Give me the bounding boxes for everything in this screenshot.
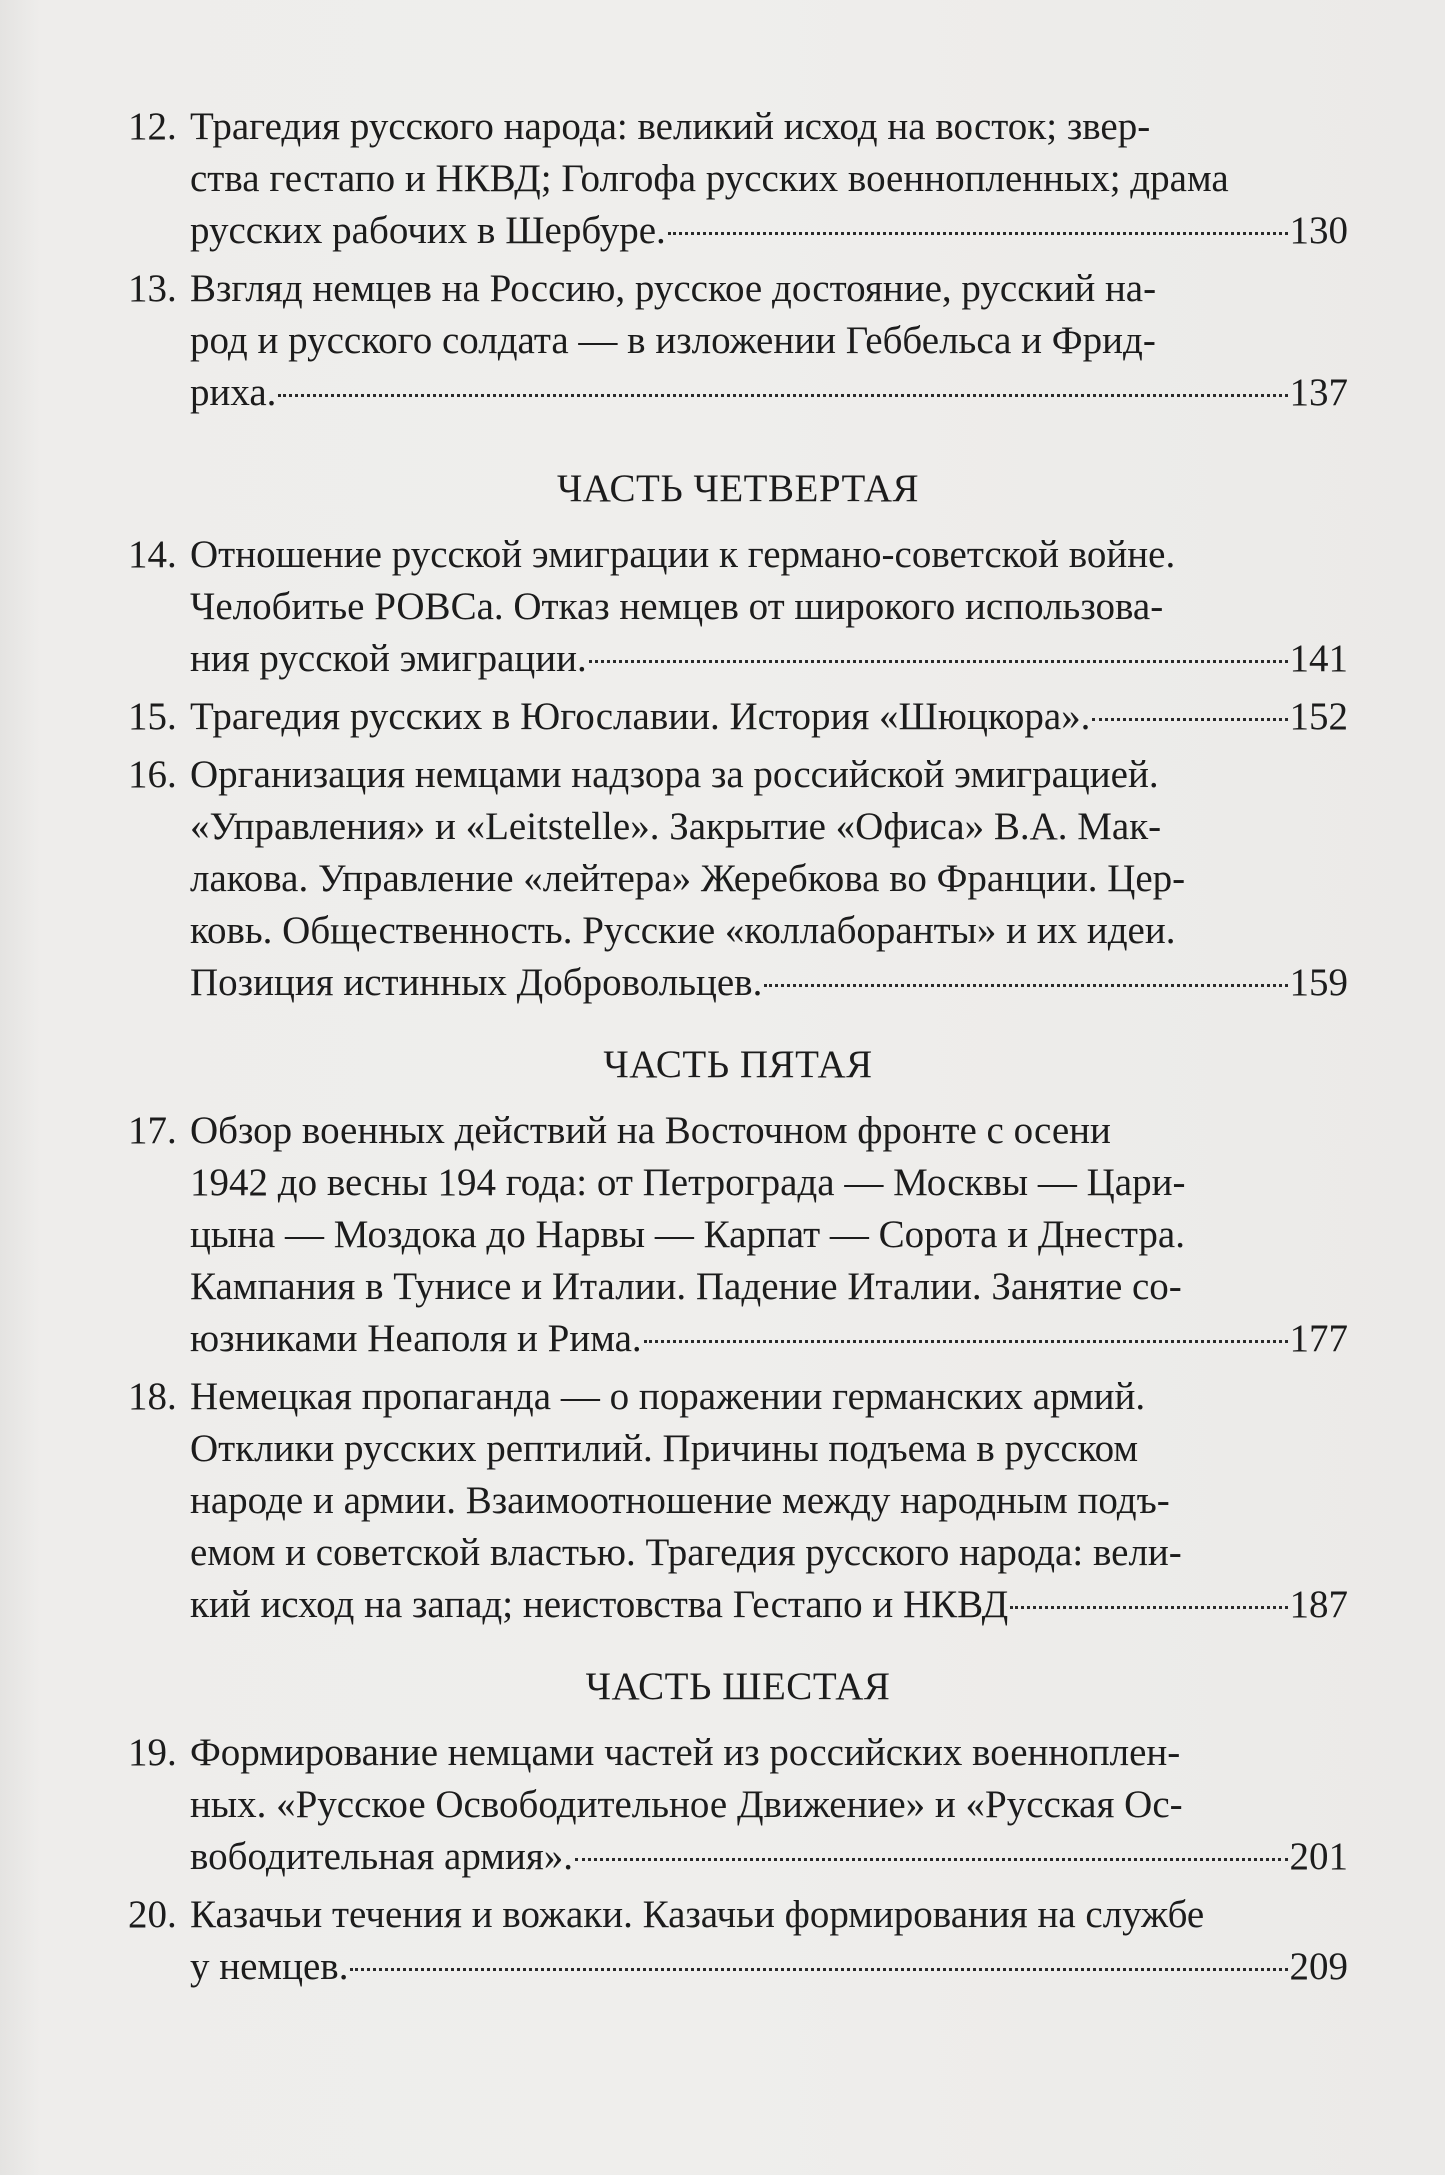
toc-entry-line: Отношение русской эмиграции к германо-советской войне. <box>190 533 1176 576</box>
toc-entry-number: 16. <box>128 753 177 796</box>
toc-entry-line: Челобитье РОВСа. Отказ немцев от широкого использова- <box>190 585 1164 628</box>
toc-entry-last-text: у немцев. <box>190 1945 349 1988</box>
toc-entry-line: 1942 до весны 194 года: от Петрограда — Москвы — Цари- <box>190 1161 1186 1204</box>
toc-entry-last-text: кий исход на запад; неистовства Гестапо и НКВД <box>190 1583 1009 1626</box>
toc-entry-last-line <box>190 1941 1348 1993</box>
toc-entry-number: 13. <box>128 267 177 310</box>
toc-entry-line: Формирование немцами частей из российских военноплен- <box>190 1731 1181 1774</box>
toc-entry-line: род и русского солдата — в изложении Геббельса и Фрид- <box>190 319 1156 362</box>
toc-entry-last-text: Позиция истинных Добровольцев. <box>190 961 763 1004</box>
toc-entry-body <box>190 1727 1348 1883</box>
toc-entry-line: Трагедия русского народа: великий исход на восток; звер- <box>190 105 1151 148</box>
toc-entry-line: народе и армии. Взаимоотношение между народным подъ- <box>190 1479 1170 1522</box>
toc-group-2 <box>128 529 1348 1009</box>
toc-entry-line: Кампания в Тунисе и Италии. Падение Италии. Занятие со- <box>190 1265 1182 1308</box>
toc-entry-line: лакова. Управление «лейтера» Жеребкова во Франции. Цер- <box>190 857 1186 900</box>
toc-entry <box>128 1889 1348 1993</box>
toc-entry-page-number: 130 <box>1289 209 1348 252</box>
toc-entry-line: Организация немцами надзора за российской эмиграцией. <box>190 753 1159 796</box>
toc-entry-body <box>190 101 1348 257</box>
toc-entry-number: 12. <box>128 105 177 148</box>
toc-entry-last-line <box>190 691 1348 743</box>
toc-entry <box>128 263 1348 419</box>
toc-entry-last-text: вободительная армия». <box>190 1835 574 1878</box>
toc-entry-body <box>190 1105 1348 1365</box>
toc-entry-line: Обзор военных действий на Восточном фронте с осени <box>190 1109 1111 1152</box>
table-of-contents <box>128 101 1348 1999</box>
toc-entry-number: 17. <box>128 1109 177 1152</box>
toc-entry-last-text: юзниками Неаполя и Рима. <box>190 1317 642 1360</box>
toc-entry-last-text: русских рабочих в Шербуре. <box>190 209 666 252</box>
toc-entry-last-line <box>190 633 1348 685</box>
part-heading-6: ЧАСТЬ ШЕСТАЯ <box>585 1665 891 1708</box>
toc-group-1 <box>128 101 1348 419</box>
toc-entry-last-line <box>190 957 1348 1009</box>
toc-entry <box>128 749 1348 1009</box>
toc-entry-line: Отклики русских рептилий. Причины подъема в русском <box>190 1427 1139 1470</box>
toc-entry-last-line <box>190 1579 1348 1631</box>
toc-entry <box>128 1105 1348 1365</box>
toc-entry-page-number: 141 <box>1289 637 1348 680</box>
dot-leader <box>1092 718 1287 721</box>
toc-entry-line: цына — Моздока до Нарвы — Карпат — Сорота и Днестра. <box>190 1213 1185 1256</box>
toc-entry-number: 19. <box>128 1731 177 1774</box>
toc-entry-last-line <box>190 1831 1348 1883</box>
toc-entry-body <box>190 1371 1348 1631</box>
toc-entry-page-number: 209 <box>1289 1945 1348 1988</box>
toc-entry-body <box>190 749 1348 1009</box>
part-heading-5: ЧАСТЬ ПЯТАЯ <box>603 1043 873 1086</box>
toc-entry-last-text: риха. <box>190 371 277 414</box>
toc-entry-body <box>190 691 1348 743</box>
toc-entry-page-number: 152 <box>1289 695 1348 738</box>
toc-entry-line: Казачьи течения и вожаки. Казачьи формирования на службе <box>190 1893 1205 1936</box>
toc-entry-page-number: 159 <box>1289 961 1348 1004</box>
toc-entry <box>128 1727 1348 1883</box>
toc-entry <box>128 101 1348 257</box>
toc-entry-body <box>190 529 1348 685</box>
toc-entry <box>128 1371 1348 1631</box>
toc-entry-last-line <box>190 367 1348 419</box>
dot-leader <box>589 660 1288 663</box>
toc-entry-line: Немецкая пропаганда — о поражении германских армий. <box>190 1375 1146 1418</box>
dot-leader <box>668 232 1288 235</box>
toc-entry-number: 20. <box>128 1893 177 1936</box>
part-heading-4: ЧАСТЬ ЧЕТВЕРТАЯ <box>556 467 920 510</box>
dot-leader <box>350 1968 1287 1971</box>
toc-entry-page-number: 137 <box>1289 371 1348 414</box>
toc-entry-line: «Управления» и «Leitstelle». Закрытие «Офиса» В.А. Мак- <box>190 805 1162 848</box>
toc-group-4 <box>128 1727 1348 1993</box>
toc-entry-line: ных. «Русское Освободительное Движение» и «Русская Ос- <box>190 1783 1183 1826</box>
toc-group-3 <box>128 1105 1348 1631</box>
dot-leader <box>644 1340 1288 1343</box>
toc-entry <box>128 691 1348 743</box>
dot-leader <box>764 984 1287 987</box>
toc-entry-body <box>190 263 1348 419</box>
toc-entry-last-line <box>190 205 1348 257</box>
toc-entry-last-line <box>190 1313 1348 1365</box>
toc-entry-line: ства гестапо и НКВД; Голгофа русских военнопленных; драма <box>190 157 1229 200</box>
toc-entry-number: 18. <box>128 1375 177 1418</box>
toc-entry-line: Взгляд немцев на Россию, русское достояние, русский на- <box>190 267 1157 310</box>
toc-entry-page-number: 177 <box>1289 1317 1348 1360</box>
toc-entry-line: емом и советской властью. Трагедия русского народа: вели- <box>190 1531 1182 1574</box>
toc-entry-number: 15. <box>128 695 177 738</box>
toc-entry-body <box>190 1889 1348 1993</box>
toc-entry-last-text: ния русской эмиграции. <box>190 637 587 680</box>
toc-entry-line: ковь. Общественность. Русские «коллаборанты» и их идеи. <box>190 909 1176 952</box>
toc-entry-number: 14. <box>128 533 177 576</box>
dot-leader <box>1010 1606 1287 1609</box>
toc-entry-page-number: 187 <box>1289 1583 1348 1626</box>
toc-entry <box>128 529 1348 685</box>
toc-entry-last-text: Трагедия русских в Югославии. История «Шюцкора». <box>190 695 1091 738</box>
dot-leader <box>575 1858 1287 1861</box>
toc-entry-page-number: 201 <box>1289 1835 1348 1878</box>
dot-leader <box>278 394 1287 397</box>
